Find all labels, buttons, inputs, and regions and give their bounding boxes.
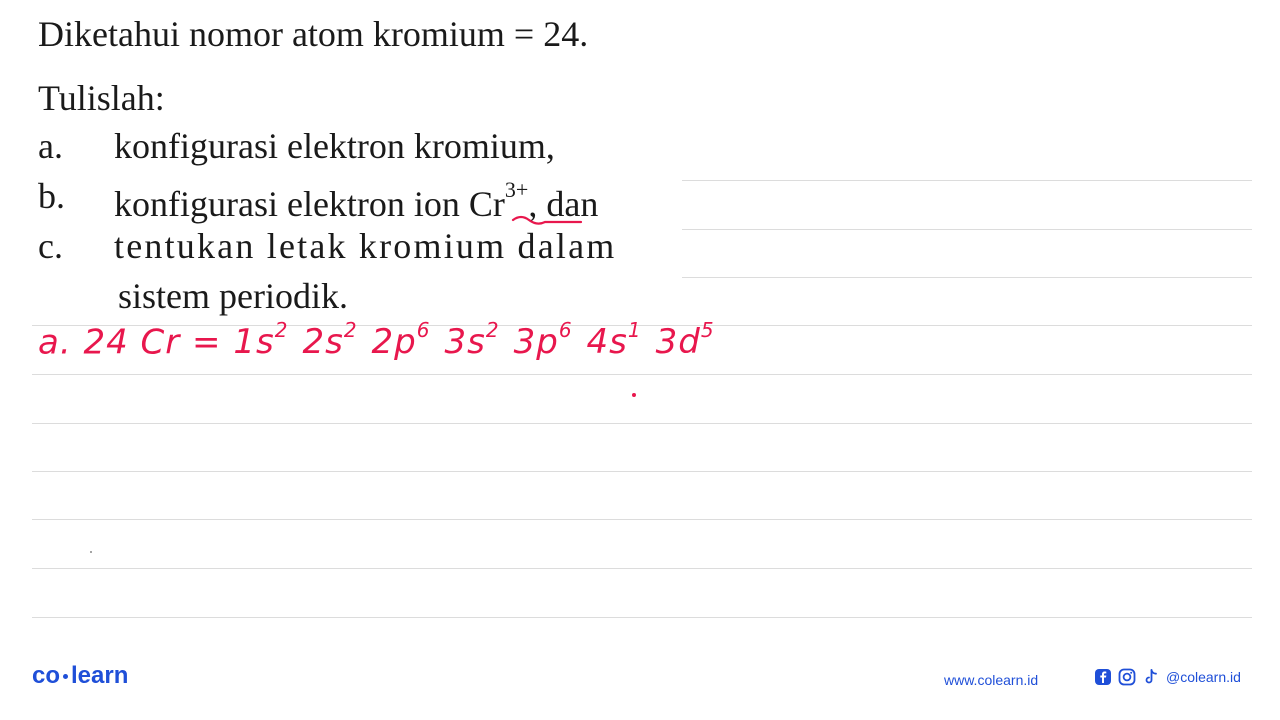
tiktok-icon[interactable] [1142,668,1160,686]
brand-dot [63,674,68,679]
answer-atomic-number: 24 [83,322,129,363]
answer-symbol: Cr [140,322,181,363]
social-links [1094,668,1241,686]
ruled-line [32,423,1252,424]
item-letter: b. [38,176,65,216]
orbital-exponent: 6 [416,318,431,342]
orbital-exponent: 2 [343,318,358,342]
orbital-label: 4s [586,322,628,363]
answer-prefix: a. [38,322,84,363]
orbital-term [233,318,289,363]
orbital-label: 3s [444,322,486,363]
ruled-line [32,617,1252,618]
answer-equals: = [180,322,234,363]
brand-right: learn [71,662,129,689]
orbital-exponent: 2 [485,318,500,342]
ion-charge: 3+ [504,177,529,202]
orbital-term [655,318,715,363]
ruled-line [32,568,1252,569]
ruled-line [32,519,1252,520]
orbital-term [371,318,431,363]
stray-dot [90,551,92,553]
handwritten-answer [38,318,729,363]
item-text-after: , dan [528,184,599,224]
ruled-line [682,277,1252,278]
item-text-before: konfigurasi elektron ion [114,184,469,224]
orbital-exponent: 5 [700,318,715,342]
instagram-icon[interactable] [1118,668,1136,686]
ion-symbol: Cr [468,184,505,224]
item-text: konfigurasi elektron kromium, [114,126,555,166]
item-letter: a. [38,126,63,166]
ruled-line [682,180,1252,181]
orbital-label: 2p [371,322,417,363]
orbital-label: 3d [655,322,701,363]
orbital-label: 2s [302,322,344,363]
website-url[interactable]: www.colearn.id [944,672,1039,688]
orbital-term [586,318,642,363]
social-handle[interactable]: @colearn.id [1166,669,1241,685]
orbital-label: 3p [513,322,559,363]
question-item-c-continuation: sistem periodik. [118,276,348,316]
item-letter: c. [38,226,63,266]
ruled-line [682,229,1252,230]
brand-left: co [32,662,61,689]
facebook-icon[interactable] [1094,668,1112,686]
colearn-logo [32,662,128,690]
orbital-exponent: 6 [558,318,573,342]
question-intro: Diketahui nomor atom kromium = 24. [38,14,589,54]
orbital-term [302,318,358,363]
question-instruction: Tulislah: [38,78,165,118]
ruled-line [32,374,1252,375]
orbital-exponent: 2 [274,318,289,342]
ruled-line [32,471,1252,472]
orbital-term [513,318,573,363]
orbital-label: 1s [233,322,275,363]
handwriting-dot [632,393,636,397]
orbital-term [444,318,500,363]
item-text: tentukan letak kromium dalam [114,226,617,266]
electron-configuration [233,318,728,363]
orbital-exponent: 1 [627,318,642,342]
